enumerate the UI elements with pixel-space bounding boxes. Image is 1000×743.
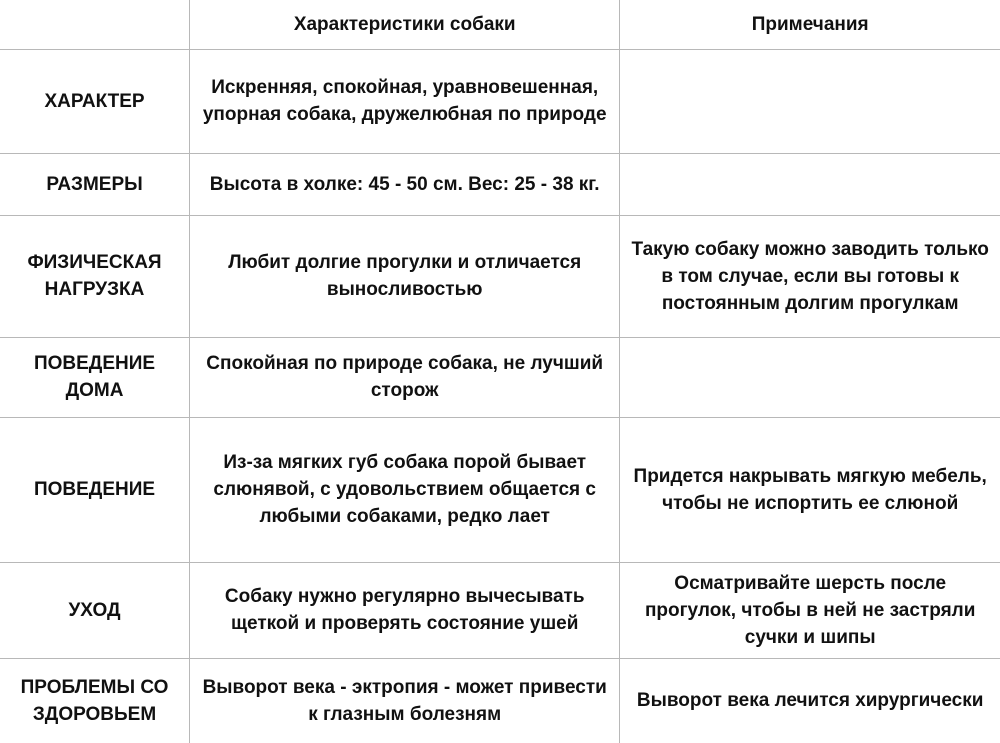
header-cell-label — [0, 0, 190, 49]
table-row — [0, 658, 1000, 743]
row-notes-size — [620, 153, 1000, 215]
table-row — [0, 337, 1000, 417]
row-notes-home-behavior — [620, 337, 1000, 417]
row-label-behavior: ПОВЕДЕНИЕ — [0, 417, 190, 562]
table-row — [0, 49, 1000, 153]
row-label-exercise: ФИЗИЧЕСКАЯ НАГРУЗКА — [0, 215, 190, 337]
row-notes-health: Выворот века лечится хирургически — [620, 658, 1000, 743]
table-row — [0, 417, 1000, 562]
row-label-home-behavior: ПОВЕДЕНИЕ ДОМА — [0, 337, 190, 417]
row-characteristics-exercise: Любит долгие прогулки и отличается выносливостью — [190, 215, 620, 337]
row-label-care: УХОД — [0, 562, 190, 658]
row-characteristics-home-behavior: Спокойная по природе собака, не лучший сторож — [190, 337, 620, 417]
row-characteristics-size: Высота в холке: 45 - 50 см. Вес: 25 - 38 кг. — [190, 153, 620, 215]
table-row — [0, 153, 1000, 215]
row-notes-behavior: Придется накрывать мягкую мебель, чтобы не испортить ее слюной — [620, 417, 1000, 562]
row-label-character: ХАРАКТЕР — [0, 49, 190, 153]
table-row — [0, 562, 1000, 658]
row-label-health: ПРОБЛЕМЫ СО ЗДОРОВЬЕМ — [0, 658, 190, 743]
row-notes-character — [620, 49, 1000, 153]
row-characteristics-care: Собаку нужно регулярно вычесывать щеткой и проверять состояние ушей — [190, 562, 620, 658]
row-characteristics-behavior: Из-за мягких губ собака порой бывает слюнявой, с удовольствием общается с любыми собаками, редко лает — [190, 417, 620, 562]
row-notes-care: Осматривайте шерсть после прогулок, чтобы в ней не застряли сучки и шипы — [620, 562, 1000, 658]
header-cell-notes: Примечания — [620, 0, 1000, 49]
row-characteristics-character: Искренняя, спокойная, уравновешенная, упорная собака, дружелюбная по природе — [190, 49, 620, 153]
table-row — [0, 215, 1000, 337]
row-characteristics-health: Выворот века - эктропия - может привести к глазным болезням — [190, 658, 620, 743]
row-label-size: РАЗМЕРЫ — [0, 153, 190, 215]
row-notes-exercise: Такую собаку можно заводить только в том случае, если вы готовы к постоянным долгим прогулкам — [620, 215, 1000, 337]
header-cell-characteristics: Характеристики собаки — [190, 0, 620, 49]
table-header-row — [0, 0, 1000, 49]
